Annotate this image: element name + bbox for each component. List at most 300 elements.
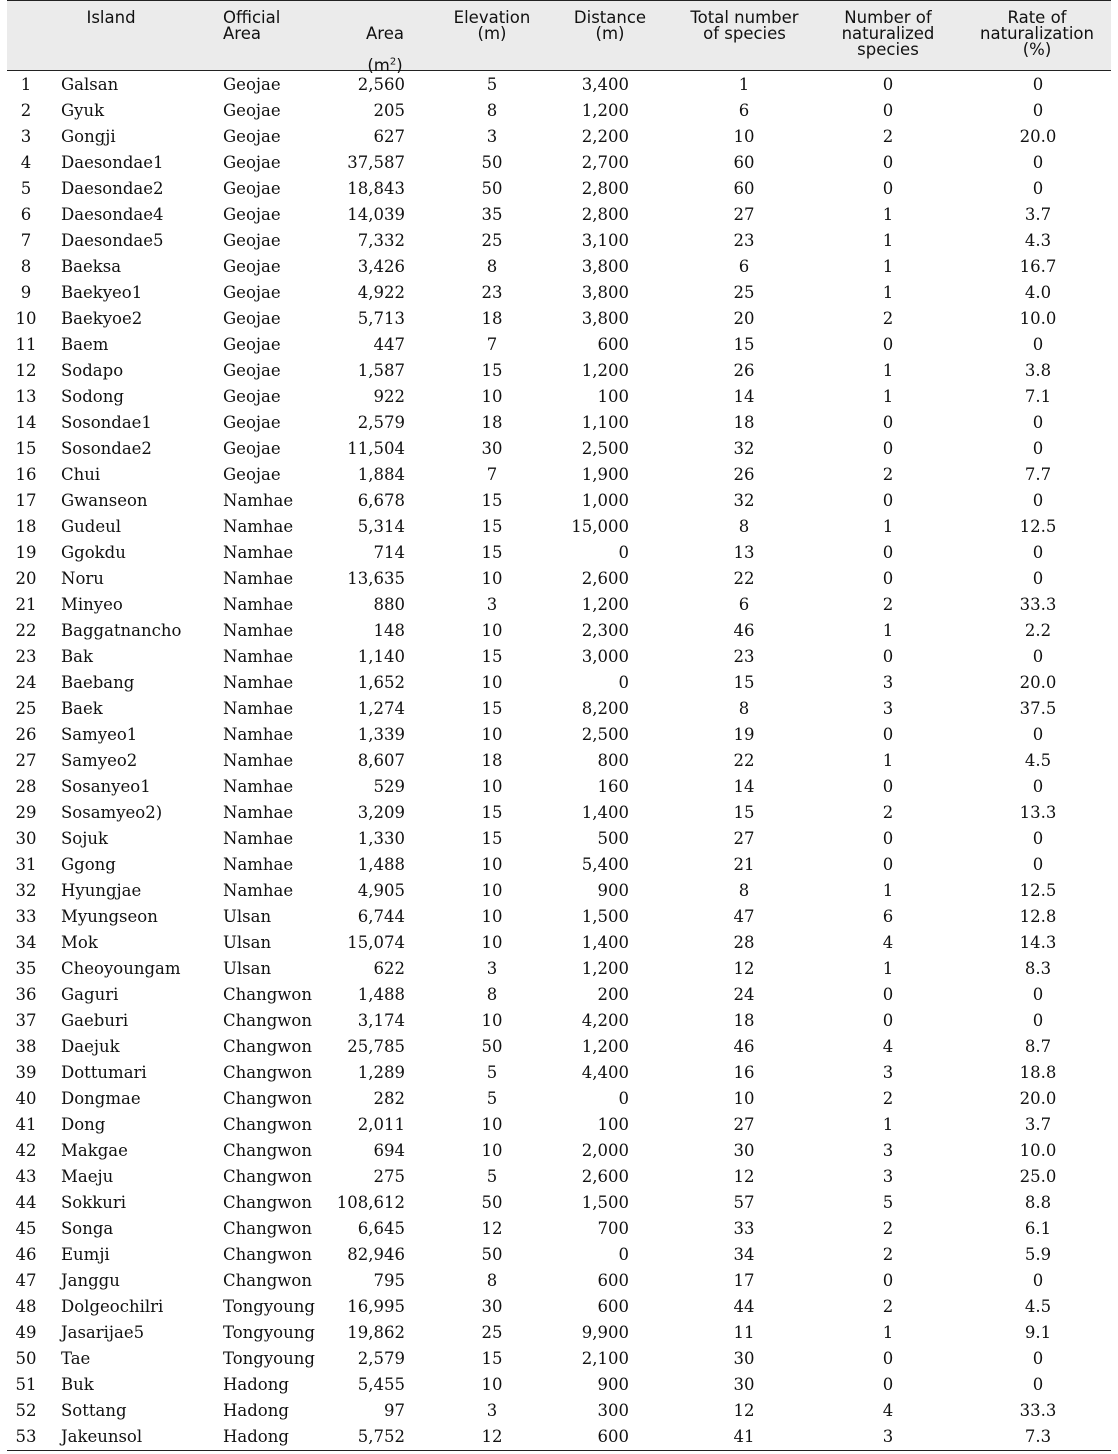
table-row <box>7 644 1111 670</box>
cell-naturalized-species: 3 <box>882 1167 894 1186</box>
cell-distance: 2,600 <box>581 569 629 588</box>
cell-distance: 1,200 <box>581 1037 629 1056</box>
cell-rate: 0 <box>1032 829 1044 848</box>
cell-island: Noru <box>61 569 104 588</box>
cell-official-area: Ulsan <box>223 933 272 952</box>
cell-total-species: 18 <box>733 1011 755 1030</box>
cell-island: Samyeo1 <box>61 725 138 744</box>
cell-naturalized-species: 0 <box>882 439 894 458</box>
cell-area: 5,455 <box>357 1375 405 1394</box>
header-rate: Rate of naturalization (%) <box>980 8 1094 59</box>
cell-total-species: 22 <box>733 569 755 588</box>
cell-elevation: 10 <box>481 881 503 900</box>
cell-official-area: Namhae <box>223 517 294 536</box>
table-row <box>7 930 1111 956</box>
cell-rate: 16.7 <box>1019 257 1057 276</box>
cell-island: Daesondae1 <box>61 153 164 172</box>
cell-total-species: 46 <box>733 1037 755 1056</box>
cell-distance: 800 <box>597 751 629 770</box>
cell-area: 3,209 <box>357 803 405 822</box>
cell-number: 20 <box>15 569 37 588</box>
cell-island: Bak <box>61 647 93 666</box>
cell-official-area: Changwon <box>223 1011 312 1030</box>
cell-total-species: 44 <box>733 1297 755 1316</box>
cell-elevation: 18 <box>481 413 503 432</box>
cell-elevation: 10 <box>481 725 503 744</box>
cell-official-area: Namhae <box>223 595 294 614</box>
cell-naturalized-species: 0 <box>882 569 894 588</box>
cell-elevation: 15 <box>481 361 503 380</box>
cell-distance: 900 <box>597 881 629 900</box>
cell-naturalized-species: 0 <box>882 75 894 94</box>
cell-total-species: 60 <box>733 179 755 198</box>
cell-elevation: 5 <box>486 1167 498 1186</box>
cell-total-species: 32 <box>733 491 755 510</box>
cell-area: 97 <box>384 1401 405 1420</box>
cell-number: 50 <box>15 1349 37 1368</box>
cell-official-area: Changwon <box>223 1245 312 1264</box>
cell-distance: 3,800 <box>581 283 629 302</box>
cell-rate: 0 <box>1032 1375 1044 1394</box>
cell-total-species: 24 <box>733 985 755 1004</box>
cell-area: 2,579 <box>357 1349 405 1368</box>
cell-area: 1,140 <box>357 647 405 666</box>
cell-distance: 2,700 <box>581 153 629 172</box>
cell-rate: 2.2 <box>1024 621 1052 640</box>
cell-total-species: 10 <box>733 1089 755 1108</box>
cell-distance: 500 <box>597 829 629 848</box>
cell-rate: 0 <box>1032 439 1044 458</box>
cell-official-area: Namhae <box>223 881 294 900</box>
cell-naturalized-species: 1 <box>882 751 894 770</box>
cell-distance: 1,400 <box>581 803 629 822</box>
cell-island: Sottang <box>61 1401 127 1420</box>
cell-elevation: 3 <box>486 959 498 978</box>
cell-island: Dolgeochilri <box>61 1297 164 1316</box>
cell-island: Tae <box>61 1349 91 1368</box>
cell-rate: 0 <box>1032 153 1044 172</box>
cell-total-species: 8 <box>738 699 750 718</box>
table-row <box>7 696 1111 722</box>
table-row <box>7 1034 1111 1060</box>
cell-official-area: Namhae <box>223 621 294 640</box>
species-table <box>7 0 1111 1451</box>
cell-total-species: 14 <box>733 387 755 406</box>
cell-official-area: Geojae <box>223 257 281 276</box>
table-row <box>7 1216 1111 1242</box>
cell-official-area: Hadong <box>223 1401 289 1420</box>
cell-naturalized-species: 0 <box>882 153 894 172</box>
table-bottom-rule <box>7 1450 1111 1451</box>
table-row <box>7 592 1111 618</box>
cell-elevation: 50 <box>481 153 503 172</box>
cell-number: 37 <box>15 1011 37 1030</box>
cell-total-species: 30 <box>733 1349 755 1368</box>
cell-island: Baekyoe2 <box>61 309 143 328</box>
cell-naturalized-species: 1 <box>882 1115 894 1134</box>
cell-distance: 900 <box>597 1375 629 1394</box>
cell-island: Daesondae2 <box>61 179 164 198</box>
cell-area: 1,884 <box>357 465 405 484</box>
cell-distance: 1,500 <box>581 907 629 926</box>
cell-total-species: 30 <box>733 1141 755 1160</box>
cell-elevation: 10 <box>481 1011 503 1030</box>
table-row <box>7 1138 1111 1164</box>
cell-elevation: 23 <box>481 283 503 302</box>
cell-naturalized-species: 1 <box>882 517 894 536</box>
cell-number: 8 <box>20 257 32 276</box>
cell-elevation: 5 <box>486 1089 498 1108</box>
table-row <box>7 514 1111 540</box>
cell-naturalized-species: 3 <box>882 1141 894 1160</box>
cell-rate: 6.1 <box>1024 1219 1052 1238</box>
table-row <box>7 1242 1111 1268</box>
cell-total-species: 17 <box>733 1271 755 1290</box>
cell-naturalized-species: 0 <box>882 855 894 874</box>
cell-area: 529 <box>373 777 405 796</box>
cell-island: Sojuk <box>61 829 108 848</box>
cell-area: 694 <box>373 1141 405 1160</box>
cell-total-species: 16 <box>733 1063 755 1082</box>
cell-official-area: Changwon <box>223 1037 312 1056</box>
cell-naturalized-species: 1 <box>882 283 894 302</box>
cell-island: Jakeunsol <box>61 1427 143 1446</box>
cell-elevation: 8 <box>486 1271 498 1290</box>
table-row <box>7 774 1111 800</box>
table-row <box>7 410 1111 436</box>
cell-island: Sokkuri <box>61 1193 127 1212</box>
cell-island: Baek <box>61 699 103 718</box>
table-row <box>7 1398 1111 1424</box>
cell-elevation: 10 <box>481 1375 503 1394</box>
cell-distance: 1,200 <box>581 101 629 120</box>
cell-elevation: 3 <box>486 595 498 614</box>
table-row <box>7 722 1111 748</box>
cell-rate: 5.9 <box>1024 1245 1052 1264</box>
cell-total-species: 12 <box>733 959 755 978</box>
cell-number: 31 <box>15 855 37 874</box>
cell-island: Baem <box>61 335 109 354</box>
cell-elevation: 15 <box>481 803 503 822</box>
table-row <box>7 670 1111 696</box>
cell-total-species: 15 <box>733 673 755 692</box>
cell-island: Baeksa <box>61 257 122 276</box>
cell-official-area: Geojae <box>223 153 281 172</box>
cell-distance: 600 <box>597 1427 629 1446</box>
cell-rate: 12.5 <box>1019 517 1057 536</box>
table-body <box>7 72 1111 1450</box>
cell-rate: 0 <box>1032 413 1044 432</box>
cell-naturalized-species: 4 <box>882 1401 894 1420</box>
cell-rate: 7.1 <box>1024 387 1052 406</box>
cell-rate: 33.3 <box>1019 1401 1057 1420</box>
cell-total-species: 14 <box>733 777 755 796</box>
cell-naturalized-species: 0 <box>882 647 894 666</box>
cell-total-species: 19 <box>733 725 755 744</box>
table-row <box>7 1008 1111 1034</box>
table-row <box>7 982 1111 1008</box>
cell-naturalized-species: 2 <box>882 803 894 822</box>
cell-area: 5,713 <box>357 309 405 328</box>
cell-naturalized-species: 0 <box>882 543 894 562</box>
cell-area: 922 <box>373 387 405 406</box>
table-row <box>7 332 1111 358</box>
cell-island: Minyeo <box>61 595 123 614</box>
cell-area: 4,922 <box>357 283 405 302</box>
cell-elevation: 50 <box>481 1245 503 1264</box>
cell-total-species: 30 <box>733 1375 755 1394</box>
cell-naturalized-species: 0 <box>882 1349 894 1368</box>
cell-rate: 9.1 <box>1024 1323 1052 1342</box>
cell-number: 39 <box>15 1063 37 1082</box>
cell-elevation: 10 <box>481 933 503 952</box>
cell-official-area: Namhae <box>223 777 294 796</box>
cell-official-area: Ulsan <box>223 959 272 978</box>
cell-number: 3 <box>20 127 32 146</box>
cell-rate: 37.5 <box>1019 699 1057 718</box>
cell-distance: 1,200 <box>581 595 629 614</box>
cell-official-area: Namhae <box>223 751 294 770</box>
cell-number: 16 <box>15 465 37 484</box>
cell-area: 6,678 <box>357 491 405 510</box>
cell-area: 3,426 <box>357 257 405 276</box>
cell-rate: 0 <box>1032 777 1044 796</box>
cell-distance: 0 <box>618 1245 629 1264</box>
cell-naturalized-species: 2 <box>882 1297 894 1316</box>
cell-number: 10 <box>15 309 37 328</box>
cell-distance: 1,000 <box>581 491 629 510</box>
cell-total-species: 26 <box>733 465 755 484</box>
cell-official-area: Changwon <box>223 1089 312 1108</box>
table-row <box>7 1372 1111 1398</box>
cell-area: 714 <box>373 543 405 562</box>
cell-area: 8,607 <box>357 751 405 770</box>
cell-area: 15,074 <box>347 933 405 952</box>
cell-island: Maeju <box>61 1167 114 1186</box>
cell-official-area: Changwon <box>223 1193 312 1212</box>
cell-total-species: 60 <box>733 153 755 172</box>
cell-rate: 20.0 <box>1019 1089 1057 1108</box>
cell-area: 25,785 <box>347 1037 405 1056</box>
cell-official-area: Changwon <box>223 1219 312 1238</box>
cell-distance: 0 <box>618 673 629 692</box>
cell-area: 275 <box>373 1167 405 1186</box>
cell-total-species: 8 <box>738 517 750 536</box>
cell-number: 44 <box>15 1193 37 1212</box>
cell-elevation: 10 <box>481 621 503 640</box>
cell-area: 5,314 <box>357 517 405 536</box>
cell-number: 48 <box>15 1297 37 1316</box>
table-row <box>7 72 1111 98</box>
cell-distance: 5,400 <box>581 855 629 874</box>
cell-official-area: Geojae <box>223 361 281 380</box>
cell-official-area: Geojae <box>223 75 281 94</box>
cell-number: 2 <box>20 101 32 120</box>
cell-naturalized-species: 1 <box>882 361 894 380</box>
cell-distance: 200 <box>597 985 629 1004</box>
cell-distance: 1,100 <box>581 413 629 432</box>
cell-naturalized-species: 0 <box>882 491 894 510</box>
cell-official-area: Ulsan <box>223 907 272 926</box>
table-row <box>7 618 1111 644</box>
cell-island: Gyuk <box>61 101 105 120</box>
cell-area: 108,612 <box>336 1193 405 1212</box>
cell-naturalized-species: 3 <box>882 673 894 692</box>
cell-total-species: 32 <box>733 439 755 458</box>
cell-rate: 7.7 <box>1024 465 1052 484</box>
cell-number: 27 <box>15 751 37 770</box>
cell-area: 1,339 <box>357 725 405 744</box>
cell-elevation: 8 <box>486 101 498 120</box>
cell-distance: 1,400 <box>581 933 629 952</box>
cell-elevation: 10 <box>481 855 503 874</box>
table-row <box>7 1190 1111 1216</box>
cell-island: Eumji <box>61 1245 110 1264</box>
cell-total-species: 25 <box>733 283 755 302</box>
cell-number: 23 <box>15 647 37 666</box>
cell-island: Samyeo2 <box>61 751 138 770</box>
cell-number: 24 <box>15 673 37 692</box>
cell-number: 1 <box>20 75 32 94</box>
cell-rate: 0 <box>1032 335 1044 354</box>
cell-area: 2,560 <box>357 75 405 94</box>
cell-elevation: 10 <box>481 777 503 796</box>
cell-elevation: 10 <box>481 1141 503 1160</box>
cell-distance: 2,600 <box>581 1167 629 1186</box>
cell-number: 41 <box>15 1115 37 1134</box>
cell-area: 3,174 <box>357 1011 405 1030</box>
cell-total-species: 34 <box>733 1245 755 1264</box>
cell-distance: 9,900 <box>581 1323 629 1342</box>
table-row <box>7 202 1111 228</box>
cell-naturalized-species: 1 <box>882 621 894 640</box>
cell-official-area: Tongyoung <box>223 1323 315 1342</box>
table-row <box>7 1424 1111 1450</box>
cell-official-area: Namhae <box>223 569 294 588</box>
cell-official-area: Changwon <box>223 1115 312 1134</box>
cell-total-species: 26 <box>733 361 755 380</box>
cell-distance: 3,800 <box>581 309 629 328</box>
cell-island: Daesondae4 <box>61 205 164 224</box>
header-official-area: Official Area <box>223 8 281 43</box>
table-row <box>7 1268 1111 1294</box>
cell-rate: 8.3 <box>1024 959 1052 978</box>
cell-official-area: Geojae <box>223 283 281 302</box>
cell-rate: 3.8 <box>1024 361 1052 380</box>
table-row <box>7 306 1111 332</box>
cell-naturalized-species: 0 <box>882 1011 894 1030</box>
cell-area: 14,039 <box>347 205 405 224</box>
cell-official-area: Geojae <box>223 465 281 484</box>
cell-rate: 12.5 <box>1019 881 1057 900</box>
table-row <box>7 280 1111 306</box>
table-row <box>7 1086 1111 1112</box>
cell-distance: 2,300 <box>581 621 629 640</box>
cell-naturalized-species: 0 <box>882 179 894 198</box>
table-row <box>7 488 1111 514</box>
header-naturalized-species: Number of naturalized species <box>841 8 935 59</box>
cell-area: 880 <box>373 595 405 614</box>
cell-number: 42 <box>15 1141 37 1160</box>
table-row <box>7 748 1111 774</box>
cell-official-area: Geojae <box>223 127 281 146</box>
cell-elevation: 18 <box>481 309 503 328</box>
cell-distance: 0 <box>618 543 629 562</box>
cell-rate: 4.0 <box>1024 283 1052 302</box>
cell-island: Sosanyeo1 <box>61 777 151 796</box>
cell-elevation: 15 <box>481 543 503 562</box>
cell-elevation: 35 <box>481 205 503 224</box>
cell-elevation: 8 <box>486 985 498 1004</box>
cell-number: 49 <box>15 1323 37 1342</box>
cell-number: 47 <box>15 1271 37 1290</box>
cell-distance: 4,400 <box>581 1063 629 1082</box>
cell-official-area: Hadong <box>223 1427 289 1446</box>
table-row <box>7 254 1111 280</box>
cell-elevation: 7 <box>486 335 498 354</box>
cell-distance: 4,200 <box>581 1011 629 1030</box>
cell-area: 4,905 <box>357 881 405 900</box>
cell-rate: 3.7 <box>1024 1115 1052 1134</box>
cell-rate: 20.0 <box>1019 673 1057 692</box>
cell-island: Jasarijae5 <box>61 1323 145 1342</box>
cell-total-species: 27 <box>733 829 755 848</box>
header-elevation: Elevation (m) <box>453 8 531 43</box>
cell-number: 46 <box>15 1245 37 1264</box>
cell-official-area: Changwon <box>223 1167 312 1186</box>
cell-rate: 0 <box>1032 855 1044 874</box>
cell-naturalized-species: 1 <box>882 881 894 900</box>
cell-area: 1,274 <box>357 699 405 718</box>
cell-rate: 0 <box>1032 1011 1044 1030</box>
cell-number: 33 <box>15 907 37 926</box>
cell-area: 6,744 <box>357 907 405 926</box>
cell-distance: 3,100 <box>581 231 629 250</box>
cell-distance: 600 <box>597 335 629 354</box>
cell-island: Baebang <box>61 673 135 692</box>
cell-naturalized-species: 1 <box>882 257 894 276</box>
cell-island: Dongmae <box>61 1089 141 1108</box>
cell-rate: 20.0 <box>1019 127 1057 146</box>
cell-distance: 2,500 <box>581 725 629 744</box>
cell-total-species: 20 <box>733 309 755 328</box>
cell-area: 1,652 <box>357 673 405 692</box>
cell-area: 1,330 <box>357 829 405 848</box>
cell-rate: 0 <box>1032 101 1044 120</box>
cell-naturalized-species: 1 <box>882 1323 894 1342</box>
cell-elevation: 50 <box>481 179 503 198</box>
cell-total-species: 6 <box>738 257 750 276</box>
cell-elevation: 25 <box>481 231 503 250</box>
cell-number: 11 <box>15 335 37 354</box>
cell-area: 627 <box>373 127 405 146</box>
cell-elevation: 25 <box>481 1323 503 1342</box>
cell-elevation: 5 <box>486 1063 498 1082</box>
cell-elevation: 15 <box>481 647 503 666</box>
cell-rate: 33.3 <box>1019 595 1057 614</box>
table-row <box>7 384 1111 410</box>
table-row <box>7 124 1111 150</box>
cell-island: Sosamyeo2) <box>61 803 163 822</box>
cell-area: 622 <box>373 959 405 978</box>
cell-total-species: 10 <box>733 127 755 146</box>
cell-island: Daesondae5 <box>61 231 164 250</box>
cell-elevation: 5 <box>486 75 498 94</box>
cell-area: 447 <box>373 335 405 354</box>
cell-official-area: Namhae <box>223 647 294 666</box>
cell-rate: 8.7 <box>1024 1037 1052 1056</box>
cell-naturalized-species: 2 <box>882 595 894 614</box>
